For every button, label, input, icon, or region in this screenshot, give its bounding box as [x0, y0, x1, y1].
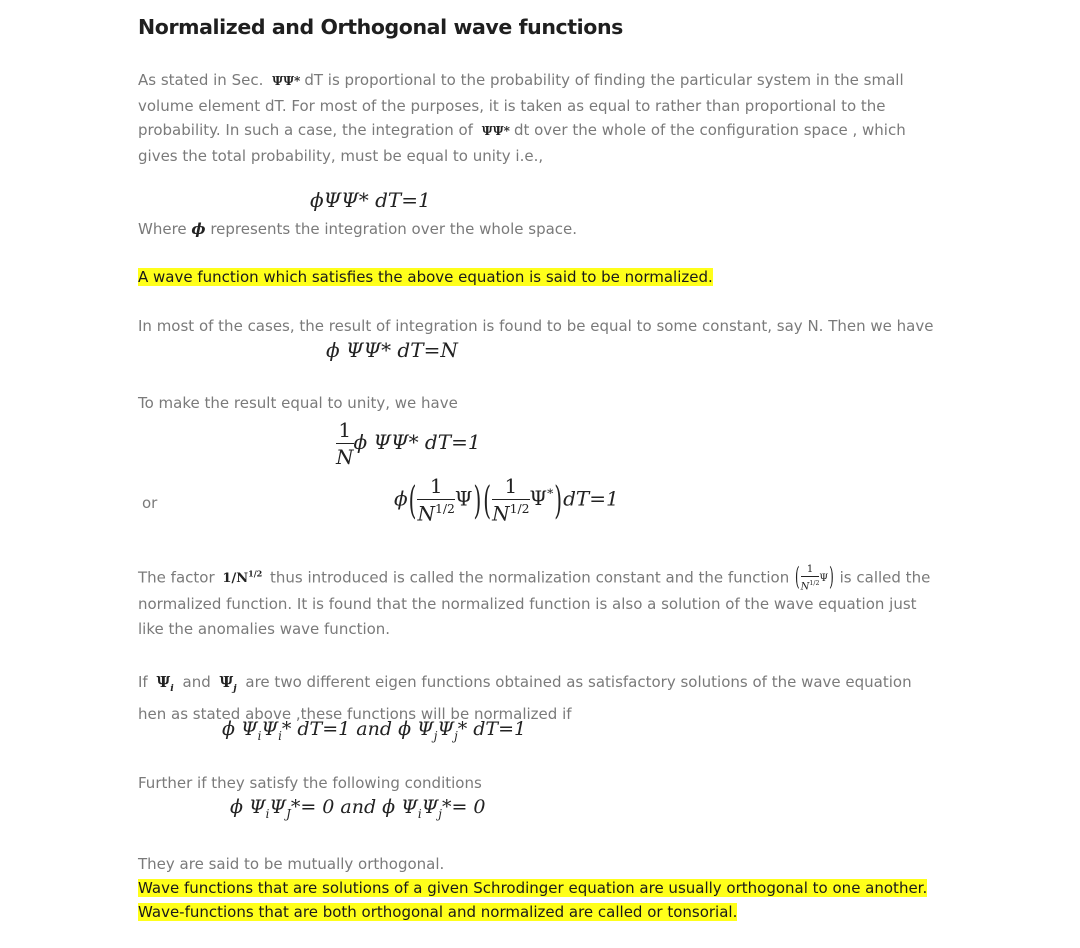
- factor-text-2: thus introduced is called the normalization constant and the function: [270, 568, 790, 587]
- intro-text-2: dT is proportional to the probability of finding the particular system in the small volume element dT. For most of the purposes, it is taken as equal to rather than proportional to the probability. In such a case, the integration of: [138, 71, 904, 139]
- left-paren: (: [483, 477, 492, 523]
- equation-divided-by-n: [336, 418, 481, 469]
- unity-paragraph: To make the result equal to unity, we have: [138, 394, 458, 412]
- fraction-denominator: $N^{1/2}$: [492, 501, 530, 526]
- intro-text-3: dt over the whole of the configuration space , which gives the total probability, must be equal to unity i.e.,: [138, 121, 906, 165]
- or-label: or: [142, 494, 158, 512]
- factor-text-1: The factor: [138, 568, 215, 587]
- fraction-denominator: $N^{1/2}$: [417, 501, 455, 526]
- if-text-1: If: [138, 673, 148, 691]
- highlight-normalized-text: A wave function which satisfies the above equation is said to be normalized.: [138, 268, 713, 286]
- normalization-constant-symbol: $1/N^{1/2}$: [222, 569, 263, 587]
- fraction-one-over-root-n-2: [492, 474, 529, 526]
- left-paren: (: [408, 477, 417, 523]
- fraction-one-over-n: [336, 418, 354, 469]
- constant-paragraph: In most of the cases, the result of integration is found to be equal to some constant, say N. Then we have: [138, 317, 934, 335]
- fraction-numerator: 1: [492, 474, 529, 500]
- where-text-2: represents the integration over the whole space.: [210, 220, 578, 238]
- where-text-1: Where: [138, 220, 187, 238]
- highlight-orthogonal-text: Wave functions that are solutions of a given Schrodinger equation are usually orthogonal to one another.: [138, 879, 928, 897]
- if-text-3: are two different eigen functions obtained as satisfactory solutions of the wave equation hen as stated above ,these functions will be normalized if: [138, 673, 912, 723]
- highlight-orthonormal-text: Wave-functions that are both orthogonal and normalized are called or tonsorial.: [138, 903, 738, 921]
- equation-orthogonal-pair: ϕ $\Psi_i\Psi_J*= 0$ and ϕ $\Psi_i\Psi_j*= 0$: [230, 796, 486, 821]
- fraction-numerator: 1: [417, 474, 454, 500]
- fraction-one-over-root-n: [417, 474, 454, 526]
- fraction-numerator: 1: [336, 418, 354, 444]
- page-title: Normalized and Orthogonal wave functions: [138, 15, 623, 39]
- equation-rest: ϕ ΨΨ* dT=1: [353, 430, 481, 454]
- psi-star-symbol: Ψ*: [529, 485, 554, 511]
- intro-text-1: As stated in Sec.: [138, 71, 264, 89]
- highlight-orthonormal: [138, 900, 938, 925]
- psi-i-symbol: $\Psi_i$: [156, 673, 174, 694]
- right-paren: ): [554, 477, 563, 523]
- phi-symbol: ϕ: [191, 220, 206, 238]
- equation-tail: dT=1: [563, 486, 619, 511]
- psi-psi-star-symbol: ΨΨ*: [272, 74, 301, 88]
- psi-j-symbol: $\Psi_j$: [219, 673, 237, 694]
- psi-psi-star-symbol-2: ΨΨ*: [481, 124, 510, 138]
- factor-paragraph: [138, 562, 938, 642]
- normalized-function-symbol: ( $\frac{1}{N^{1/2}}$ Ψ): [794, 562, 834, 592]
- if-text-2: and: [182, 673, 211, 691]
- mutual-paragraph: They are said to be mutually orthogonal.: [138, 855, 445, 873]
- further-paragraph: Further if they satisfy the following conditions: [138, 774, 482, 792]
- psi-symbol: Ψ: [454, 486, 473, 511]
- highlight-orthogonal: [138, 876, 938, 901]
- right-paren: ): [473, 477, 482, 523]
- factor-text-3: is called the normalized function. It is found that the normalized function is also a solution of the wave equation just like the anomalies wave function.: [138, 568, 931, 638]
- highlight-normalized: [138, 265, 938, 290]
- where-paragraph: [138, 217, 938, 242]
- equation-constant-n: ϕ ΨΨ* dT=N: [326, 338, 458, 362]
- equation-normalized-pair: ϕ $\Psi_i\Psi_i*$ dT=1 and ϕ $\Psi_j\Psi_j*$ dT=1: [222, 718, 527, 743]
- intro-paragraph: [138, 68, 938, 168]
- equation-normalization: ϕΨΨ* dT=1: [310, 188, 431, 212]
- fraction-denominator: N: [336, 445, 354, 469]
- equation-normalized-product: [394, 474, 619, 526]
- phi-symbol: ϕ: [394, 486, 408, 511]
